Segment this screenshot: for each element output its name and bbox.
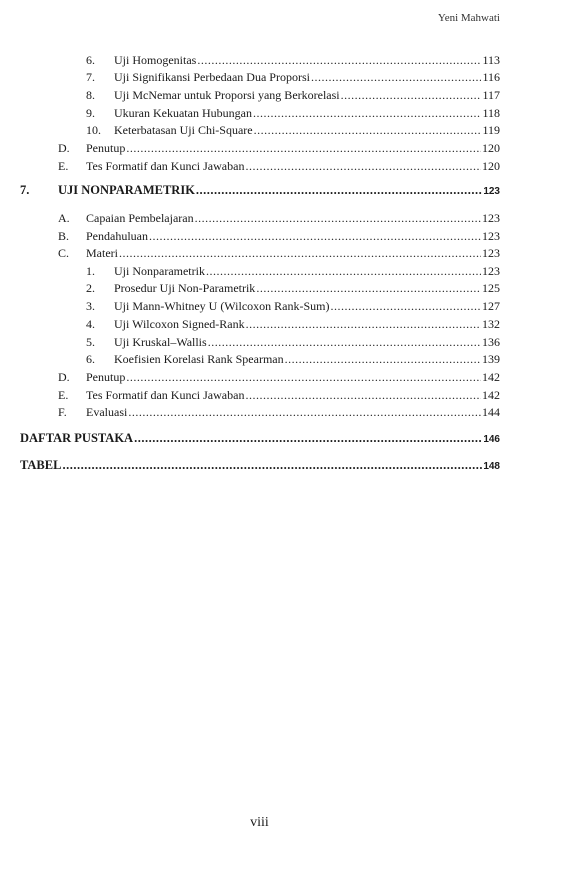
- toc-entry[interactable]: [0, 122, 583, 138]
- toc-title: Uji Kruskal–Wallis: [114, 335, 207, 349]
- toc-title: Capaian Pembelajaran: [86, 211, 194, 225]
- leader-dots: [62, 457, 482, 473]
- toc-number: 6.: [86, 352, 95, 366]
- leader-dots: [196, 182, 482, 198]
- leader-dots: [134, 430, 482, 446]
- toc-entry[interactable]: [0, 280, 583, 296]
- toc-title: UJI NONPARAMETRIK: [58, 183, 195, 197]
- toc-page: 123: [483, 186, 500, 197]
- toc-title: Pendahuluan: [86, 229, 148, 243]
- toc-entry[interactable]: [0, 245, 583, 261]
- toc-page: 123: [482, 211, 500, 225]
- toc-title: Penutup: [86, 141, 126, 155]
- toc-entry[interactable]: [0, 69, 583, 85]
- toc-number: E.: [58, 388, 69, 402]
- toc-number: 5.: [86, 335, 95, 349]
- toc-page: 127: [482, 299, 500, 313]
- toc-number: B.: [58, 229, 70, 243]
- toc-entry[interactable]: [0, 140, 583, 156]
- leader-dots: [208, 334, 481, 350]
- toc-title: Penutup: [86, 370, 126, 384]
- leader-dots: [246, 316, 481, 332]
- toc-number: 6.: [86, 53, 95, 67]
- leader-dots: [341, 87, 482, 103]
- toc-title: Uji Nonparametrik: [114, 264, 205, 278]
- toc-entry[interactable]: [0, 369, 583, 385]
- toc-page: 142: [482, 370, 500, 384]
- toc-number: 10.: [86, 123, 101, 137]
- toc-number: 8.: [86, 88, 95, 102]
- toc-page: 120: [482, 159, 500, 173]
- toc-title: Tes Formatif dan Kunci Jawaban: [86, 388, 245, 402]
- toc-entry[interactable]: [0, 298, 583, 314]
- leader-dots: [245, 158, 481, 174]
- toc-number: 4.: [86, 317, 95, 331]
- toc-title: Uji McNemar untuk Proporsi yang Berkorelasi: [114, 88, 340, 102]
- toc-entry[interactable]: [0, 387, 583, 403]
- toc-page: 120: [482, 141, 500, 155]
- toc-page: 144: [482, 405, 500, 419]
- toc-entry[interactable]: [0, 87, 583, 103]
- toc-entry[interactable]: [0, 228, 583, 244]
- toc-page: 146: [483, 434, 500, 445]
- toc-page: 117: [482, 88, 500, 102]
- toc-page: 139: [482, 352, 500, 366]
- running-header: Yeni Mahwati: [437, 12, 500, 24]
- leader-dots: [128, 404, 481, 420]
- toc-title: Keterbatasan Uji Chi-Square: [114, 123, 253, 137]
- toc-page: 113: [482, 53, 500, 67]
- leader-dots: [254, 122, 482, 138]
- toc-title: Uji Signifikansi Perbedaan Dua Proporsi: [114, 70, 310, 84]
- toc-title: Uji Wilcoxon Signed-Rank: [114, 317, 245, 331]
- toc-entry[interactable]: [0, 210, 583, 226]
- toc-entry[interactable]: [0, 263, 583, 279]
- toc-number: 1.: [86, 264, 95, 278]
- leader-dots: [126, 140, 481, 156]
- toc-page: 148: [483, 461, 500, 472]
- toc-number: 2.: [86, 281, 95, 295]
- toc-entry[interactable]: [0, 404, 583, 420]
- leader-dots: [195, 210, 481, 226]
- toc-page: 116: [482, 70, 500, 84]
- toc-number: D.: [58, 370, 70, 384]
- toc-title: DAFTAR PUSTAKA: [20, 431, 134, 445]
- toc-title: Uji Mann-Whitney U (Wilcoxon Rank-Sum): [114, 299, 330, 313]
- toc-title: Materi: [86, 246, 118, 260]
- toc-title: Koefisien Korelasi Rank Spearman: [114, 352, 284, 366]
- leader-dots: [285, 351, 481, 367]
- toc-entry[interactable]: [0, 316, 583, 332]
- toc-number: C.: [58, 246, 70, 260]
- toc-entry[interactable]: [0, 105, 583, 121]
- toc-chapter-entry[interactable]: [0, 182, 583, 198]
- toc-entry[interactable]: [0, 334, 583, 350]
- leader-dots: [256, 280, 481, 296]
- toc-page: 119: [482, 123, 500, 137]
- toc-number: E.: [58, 159, 69, 173]
- toc-entry[interactable]: [0, 351, 583, 367]
- toc-entry[interactable]: [0, 158, 583, 174]
- toc-number: 7.: [86, 70, 95, 84]
- toc-entry[interactable]: [0, 52, 583, 68]
- toc-number: 7.: [20, 183, 30, 197]
- page-number: viii: [250, 815, 269, 830]
- leader-dots: [126, 369, 481, 385]
- toc-title: Prosedur Uji Non-Parametrik: [114, 281, 256, 295]
- toc-page: 123: [482, 264, 500, 278]
- leader-dots: [206, 263, 481, 279]
- toc-number: 3.: [86, 299, 95, 313]
- leader-dots: [311, 69, 481, 85]
- leader-dots: [330, 298, 481, 314]
- leader-dots: [149, 228, 481, 244]
- toc-number: D.: [58, 141, 70, 155]
- toc-title: Tes Formatif dan Kunci Jawaban: [86, 159, 245, 173]
- toc-page: 123: [482, 229, 500, 243]
- toc-page: 136: [482, 335, 500, 349]
- toc-number: A.: [58, 211, 70, 225]
- toc-title: TABEL: [20, 458, 62, 472]
- leader-dots: [119, 245, 481, 261]
- toc-page: 125: [482, 281, 500, 295]
- toc-title: Uji Homogenitas: [114, 53, 197, 67]
- toc-number: F.: [58, 405, 67, 419]
- toc-page: 118: [482, 106, 500, 120]
- toc-chapter-entry[interactable]: [0, 457, 583, 473]
- toc-page: 132: [482, 317, 500, 331]
- toc-title: Evaluasi: [86, 405, 128, 419]
- leader-dots: [197, 52, 481, 68]
- leader-dots: [253, 105, 481, 121]
- toc-page: 123: [482, 246, 500, 260]
- toc-page: 142: [482, 388, 500, 402]
- toc-number: 9.: [86, 106, 95, 120]
- leader-dots: [245, 387, 481, 403]
- toc-title: Ukuran Kekuatan Hubungan: [114, 106, 252, 120]
- toc-chapter-entry[interactable]: [0, 430, 583, 446]
